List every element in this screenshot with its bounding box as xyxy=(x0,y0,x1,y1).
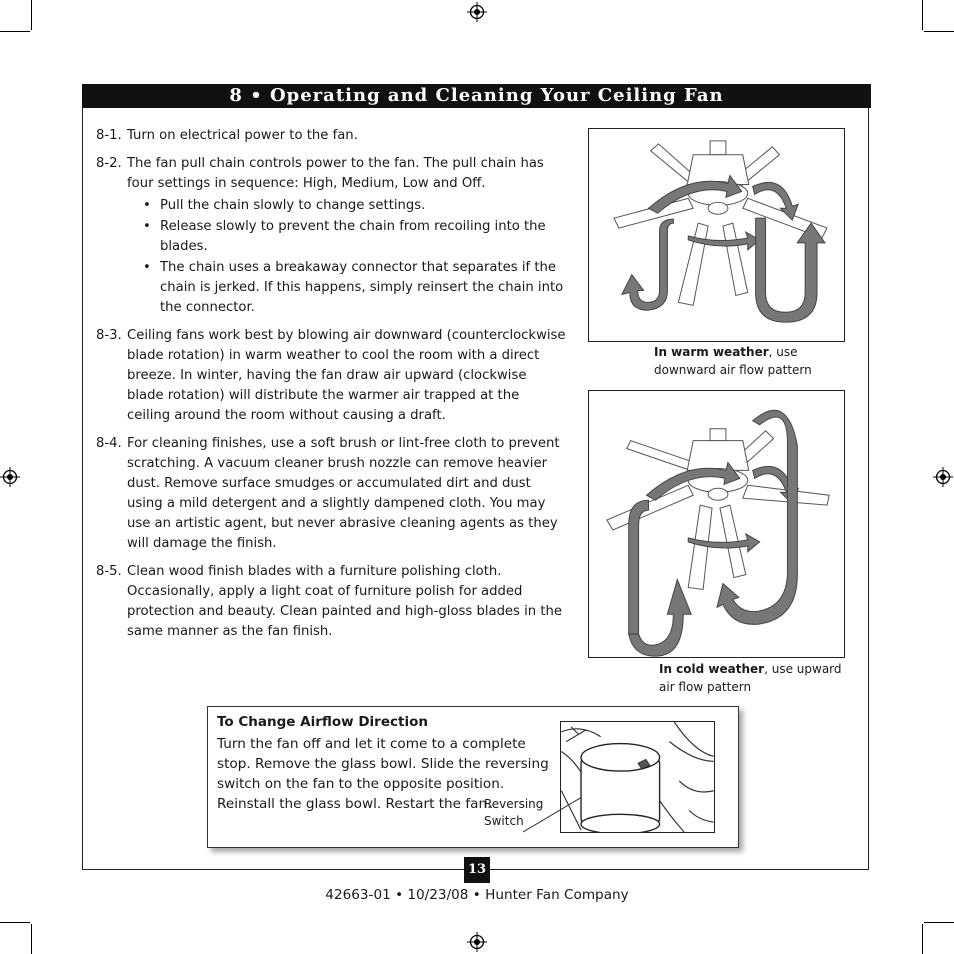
crop-mark-icon xyxy=(31,0,32,30)
switch-label-line: Reversing xyxy=(484,797,544,811)
fan-switch-image xyxy=(560,721,715,833)
tip-text: Turn the fan off and let it come to a complete stop. Remove the glass bowl. Slide the reversing switch on the fan to the opposite position. Reinstall the glass bowl. Restart the fan. xyxy=(217,736,549,812)
step-text: For cleaning finishes, use a soft brush or lint-free cloth to prevent scratching. A vacuum cleaner brush nozzle can remove heavier dust. Remove surface smudges or accumulated dirt and dust using a mild detergent and a slightly dampened cloth. You may use an artistic agent, but never abrasive cleaning agents as they will damage the finish. xyxy=(127,436,560,551)
tip-title: To Change Airflow Direction xyxy=(217,714,428,730)
crop-mark-icon xyxy=(31,924,32,954)
step-item xyxy=(96,154,566,318)
bullet-list xyxy=(127,196,566,318)
step-text: Turn on electrical power to the fan. xyxy=(127,128,358,143)
section-title: 8 • Operating and Cleaning Your Ceiling Fan xyxy=(229,85,724,106)
crop-mark-icon xyxy=(922,924,923,954)
caption-text: , use downward air flow pattern xyxy=(654,345,812,377)
registration-mark-icon xyxy=(467,2,487,22)
cold-weather-figure xyxy=(588,390,845,658)
caption-bold: In cold weather xyxy=(659,662,765,676)
instructions-column xyxy=(96,126,566,650)
step-item xyxy=(96,434,566,554)
airflow-tip-box xyxy=(207,706,739,848)
step-text: Ceiling fans work best by blowing air downward (counterclockwise blade rotation) in warm weather to cool the room with a direct breeze. In winter, having the fan draw air upward (clockwise blade rotation) will distribute the warmer air trapped at the ceiling around the room without causing a draft. xyxy=(127,328,566,423)
crop-mark-icon xyxy=(0,31,30,32)
step-number: 8-2. xyxy=(96,156,122,171)
caption-text: , use upward air flow pattern xyxy=(659,662,842,694)
step-number: 8-4. xyxy=(96,436,122,451)
cold-weather-caption xyxy=(659,660,845,696)
step-text: Clean wood finish blades with a furniture polishing cloth. Occasionally, apply a light coat of furniture polish for added protection and beauty. Clean painted and high-gloss blades in the same manner as the fan finish. xyxy=(127,564,562,639)
ceiling-fan-illustration xyxy=(589,129,844,341)
step-item xyxy=(96,562,566,642)
step-number: 8-3. xyxy=(96,328,122,343)
crop-mark-icon xyxy=(922,0,923,30)
bullet-item: • Pull the chain slowly to change settings. xyxy=(143,198,426,213)
bullet-item: • The chain uses a breakaway connector that separates if the chain is jerked. If this happens, simply reinsert the chain into the connector. xyxy=(143,260,564,315)
warm-weather-figure xyxy=(588,128,845,342)
crop-mark-icon xyxy=(0,922,30,923)
crop-mark-icon xyxy=(924,31,954,32)
registration-mark-icon xyxy=(933,467,953,487)
registration-mark-icon xyxy=(0,467,20,487)
registration-mark-icon xyxy=(467,932,487,952)
ceiling-fan-illustration xyxy=(589,391,844,657)
page-number: 13 xyxy=(464,857,490,883)
step-number: 8-5. xyxy=(96,564,122,579)
step-number: 8-1. xyxy=(96,128,122,143)
caption-bold: In warm weather xyxy=(654,345,769,359)
bullet-text: Pull the chain slowly to change settings. xyxy=(160,198,426,213)
ceiling-fan-illustration xyxy=(561,722,714,832)
bullet-item: • Release slowly to prevent the chain from recoiling into the blades. xyxy=(143,219,546,254)
footer-text: 42663-01 • 10/23/08 • Hunter Fan Company xyxy=(325,887,629,903)
switch-label-line: Switch xyxy=(484,814,524,828)
step-text: The fan pull chain controls power to the fan. The pull chain has four settings in sequence: High, Medium, Low and Off. xyxy=(127,156,544,191)
bullet-text: The chain uses a breakaway connector that separates if the chain is jerked. If this happens, simply reinsert the chain into the connector. xyxy=(160,260,564,315)
crop-mark-icon xyxy=(924,922,954,923)
step-item xyxy=(96,126,566,146)
bullet-text: Release slowly to prevent the chain from recoiling into the blades. xyxy=(160,219,546,254)
warm-weather-caption xyxy=(654,343,844,379)
section-banner xyxy=(82,84,871,108)
step-item xyxy=(96,326,566,426)
